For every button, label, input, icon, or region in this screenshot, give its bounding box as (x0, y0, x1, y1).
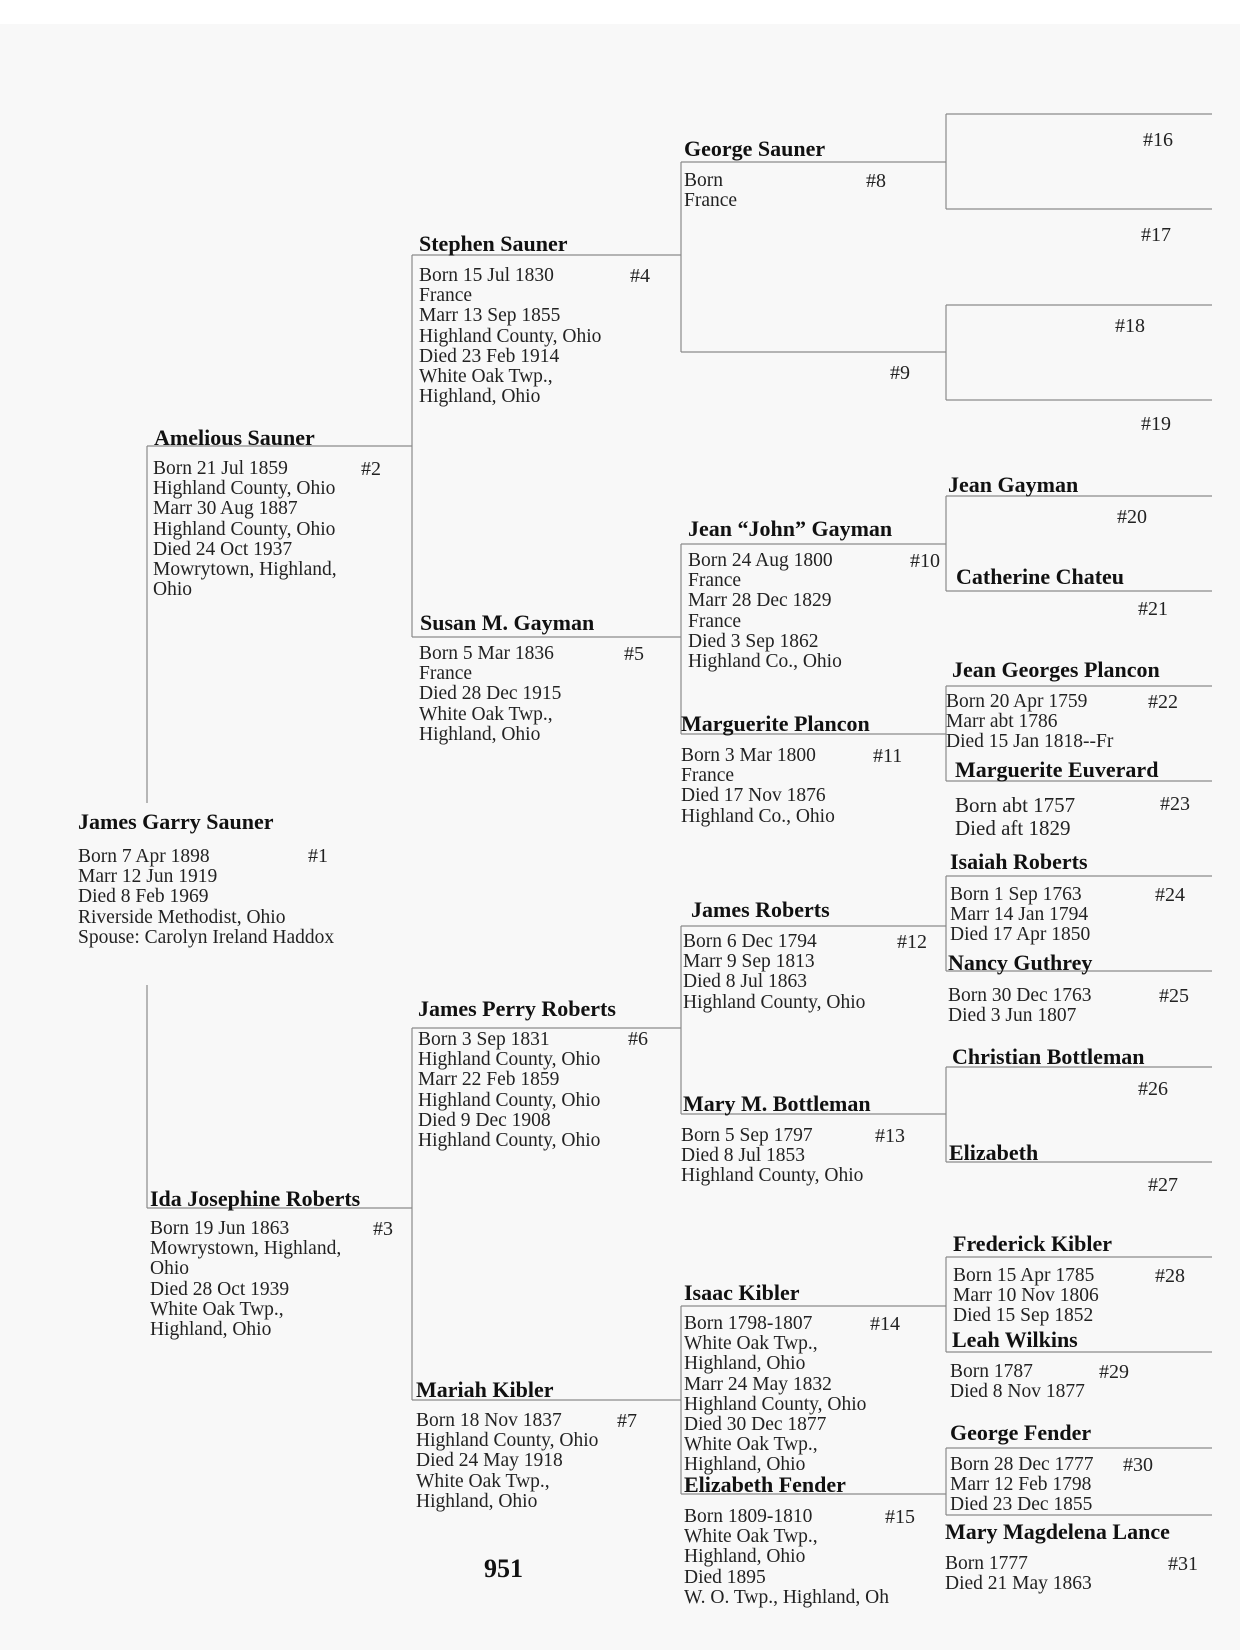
person-14-name: Isaac Kibler (684, 1280, 800, 1305)
person-28-name: Frederick Kibler (953, 1231, 1113, 1256)
person-25-details: Born 30 Dec 1763 Died 3 Jun 1807 (948, 985, 1092, 1027)
person-22-details: Born 20 Apr 1759 Marr abt 1786 Died 15 Jan 1818--Fr (946, 691, 1114, 753)
person-21-number: #21 (1138, 598, 1168, 620)
person-6-name: James Perry Roberts (418, 996, 616, 1021)
person-11-number: #11 (873, 745, 903, 767)
person-29-details: Born 1787 Died 8 Nov 1877 (950, 1361, 1085, 1403)
person-14-details: Born 1798-1807 White Oak Twp., Highland, Ohio Marr 24 May 1832 Highland County, Ohio Died 30 Dec 1877 White Oak Twp., Highland, Ohio (684, 1313, 867, 1476)
person-5-number: #5 (624, 643, 644, 665)
person-23-number: #23 (1160, 793, 1190, 815)
person-26-name: Christian Bottleman (952, 1044, 1145, 1069)
person-29-number: #29 (1099, 1361, 1129, 1383)
person-15-number: #15 (885, 1506, 915, 1528)
person-8-details: Born France (684, 170, 738, 212)
person-11-name: Marguerite Plancon (681, 711, 870, 736)
person-4-number: #4 (630, 265, 650, 287)
person-5-name: Susan M. Gayman (420, 610, 595, 635)
person-23-name: Marguerite Euverard (955, 757, 1159, 782)
person-29-name: Leah Wilkins (952, 1327, 1078, 1352)
person-8-number: #8 (866, 170, 886, 192)
person-12-details: Born 6 Dec 1794 Marr 9 Sep 1813 Died 8 Jul 1863 Highland County, Ohio (683, 931, 866, 1013)
person-10-name: Jean “John” Gayman (688, 516, 893, 541)
person-30-details: Born 28 Dec 1777 Marr 12 Feb 1798 Died 23 Dec 1855 (950, 1454, 1094, 1516)
person-11-details: Born 3 Mar 1800 France Died 17 Nov 1876 Highland Co., Ohio (681, 745, 835, 827)
person-1-details: Born 7 Apr 1898 Marr 12 Jun 1919 Died 8 Feb 1969 Riverside Methodist, Ohio Spouse: Carolyn Ireland Haddox (78, 846, 335, 948)
person-13-number: #13 (875, 1125, 905, 1147)
person-3-details: Born 19 Jun 1863 Mowrystown, Highland, Ohio Died 28 Oct 1939 White Oak Twp., Highland, Ohio (150, 1218, 342, 1341)
person-21-name: Catherine Chateu (956, 564, 1125, 589)
person-31-number: #31 (1168, 1553, 1198, 1575)
person-2-details: Born 21 Jul 1859 Highland County, Ohio Marr 30 Aug 1887 Highland County, Ohio Died 24 Oct 1937 Mowrytown, Highland, Ohio (153, 458, 337, 601)
person-12-number: #12 (897, 931, 927, 953)
person-31-details: Born 1777 Died 21 May 1863 (945, 1553, 1092, 1595)
person-24-name: Isaiah Roberts (950, 849, 1088, 874)
person-28-details: Born 15 Apr 1785 Marr 10 Nov 1806 Died 15 Sep 1852 (953, 1265, 1099, 1327)
person-23-details: Born abt 1757 Died aft 1829 (955, 793, 1076, 840)
person-28-number: #28 (1155, 1265, 1185, 1287)
person-15-details: Born 1809-1810 White Oak Twp., Highland, Ohio Died 1895 W. O. Twp., Highland, Oh (684, 1506, 890, 1608)
person-26-number: #26 (1138, 1078, 1168, 1100)
person-24-details: Born 1 Sep 1763 Marr 14 Jan 1794 Died 17 Apr 1850 (950, 884, 1091, 946)
person-13-name: Mary M. Bottleman (683, 1091, 871, 1116)
person-3-number: #3 (373, 1218, 393, 1240)
person-7-details: Born 18 Nov 1837 Highland County, Ohio Died 24 May 1918 White Oak Twp., Highland, Ohio (416, 1410, 599, 1512)
person-18-number: #18 (1115, 315, 1145, 337)
person-12-name: James Roberts (691, 897, 830, 922)
person-15-name: Elizabeth Fender (684, 1472, 846, 1497)
page-number: 951 (484, 1554, 523, 1583)
person-3-name: Ida Josephine Roberts (150, 1186, 361, 1211)
person-16-number: #16 (1143, 129, 1173, 151)
person-5-details: Born 5 Mar 1836 France Died 28 Dec 1915 White Oak Twp., Highland, Ohio (419, 643, 562, 745)
person-4-details: Born 15 Jul 1830 France Marr 13 Sep 1855 Highland County, Ohio Died 23 Feb 1914 White Oak Twp., Highland, Ohio (419, 265, 602, 408)
person-7-number: #7 (617, 1410, 637, 1432)
person-10-details: Born 24 Aug 1800 France Marr 28 Dec 1829 France Died 3 Sep 1862 Highland Co., Ohio (688, 550, 842, 673)
person-20-name: Jean Gayman (948, 472, 1079, 497)
person-17-number: #17 (1141, 224, 1171, 246)
person-6-number: #6 (628, 1028, 648, 1050)
person-20-number: #20 (1117, 506, 1147, 528)
person-9-number: #9 (890, 362, 910, 384)
person-22-number: #22 (1148, 691, 1178, 713)
person-27-name: Elizabeth (949, 1140, 1039, 1165)
person-2-number: #2 (361, 458, 381, 480)
person-30-name: George Fender (950, 1420, 1092, 1445)
person-31-name: Mary Magdelena Lance (945, 1519, 1170, 1544)
person-19-number: #19 (1141, 413, 1171, 435)
person-2-name: Amelious Sauner (154, 425, 315, 450)
person-27-number: #27 (1148, 1174, 1178, 1196)
person-25-number: #25 (1159, 985, 1189, 1007)
person-10-number: #10 (910, 550, 940, 572)
person-6-details: Born 3 Sep 1831 Highland County, Ohio Marr 22 Feb 1859 Highland County, Ohio Died 9 Dec 1908 Highland County, Ohio (418, 1029, 601, 1152)
person-8-name: George Sauner (684, 136, 826, 161)
person-7-name: Mariah Kibler (416, 1377, 554, 1402)
person-1-name: James Garry Sauner (78, 809, 274, 834)
person-13-details: Born 5 Sep 1797 Died 8 Jul 1853 Highland County, Ohio (681, 1125, 864, 1187)
person-25-name: Nancy Guthrey (948, 950, 1093, 975)
person-30-number: #30 (1123, 1454, 1153, 1476)
person-1-number: #1 (308, 845, 328, 867)
person-24-number: #24 (1155, 884, 1185, 906)
person-22-name: Jean Georges Plancon (952, 657, 1160, 682)
person-14-number: #14 (870, 1313, 900, 1335)
person-4-name: Stephen Sauner (419, 231, 568, 256)
